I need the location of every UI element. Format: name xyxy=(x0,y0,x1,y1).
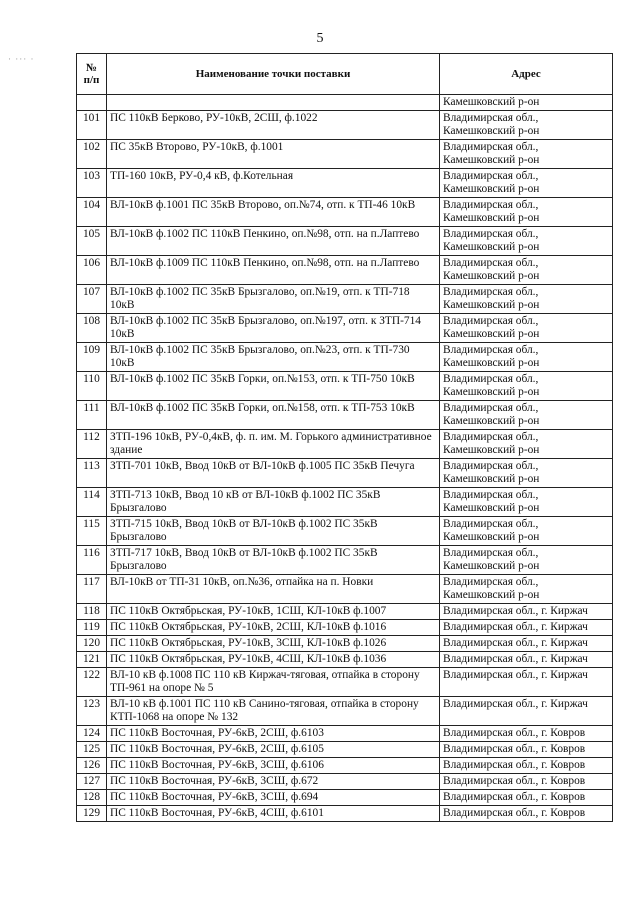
row-num: 122 xyxy=(77,668,107,697)
continuation-num xyxy=(77,95,107,111)
row-name: ЗТП-715 10кВ, Ввод 10кВ от ВЛ-10кВ ф.1002 ПС 35кВ Брызгалово xyxy=(107,517,440,546)
row-num: 125 xyxy=(77,742,107,758)
table-row xyxy=(77,517,613,546)
row-address: Владимирская обл., Камешковский р-он xyxy=(440,111,613,140)
table-row xyxy=(77,636,613,652)
table-row xyxy=(77,198,613,227)
row-name: ПС 110кВ Восточная, РУ-6кВ, 3СШ, ф.6106 xyxy=(107,758,440,774)
row-num: 127 xyxy=(77,774,107,790)
row-num: 108 xyxy=(77,314,107,343)
row-num: 112 xyxy=(77,430,107,459)
row-name: ВЛ-10кВ ф.1002 ПС 35кВ Горки, оп.№153, отп. к ТП-750 10кВ xyxy=(107,372,440,401)
row-num: 110 xyxy=(77,372,107,401)
table-row xyxy=(77,774,613,790)
row-address: Владимирская обл., Камешковский р-он xyxy=(440,430,613,459)
row-name: ВЛ-10кВ ф.1002 ПС 35кВ Брызгалово, оп.№197, отп. к ЗТП-714 10кВ xyxy=(107,314,440,343)
row-name: ВЛ-10кВ ф.1002 ПС 35кВ Брызгалово, оп.№19, отп. к ТП-718 10кВ xyxy=(107,285,440,314)
row-address: Владимирская обл., г. Ковров xyxy=(440,742,613,758)
table-row xyxy=(77,604,613,620)
row-name: ПС 110кВ Октябрьская, РУ-10кВ, 3СШ, КЛ-10кВ ф.1026 xyxy=(107,636,440,652)
header-address: Адрес xyxy=(440,54,613,95)
row-name: ВЛ-10кВ ф.1001 ПС 35кВ Второво, оп.№74, отп. к ТП-46 10кВ xyxy=(107,198,440,227)
table-row xyxy=(77,697,613,726)
table-row xyxy=(77,488,613,517)
row-name: ПС 110кВ Восточная, РУ-6кВ, 2СШ, ф.6103 xyxy=(107,726,440,742)
row-num: 115 xyxy=(77,517,107,546)
row-num: 107 xyxy=(77,285,107,314)
row-address: Владимирская обл., г. Ковров xyxy=(440,758,613,774)
row-address: Владимирская обл., Камешковский р-он xyxy=(440,140,613,169)
table-row xyxy=(77,111,613,140)
table-row xyxy=(77,668,613,697)
table-row xyxy=(77,742,613,758)
table-row xyxy=(77,430,613,459)
continuation-name xyxy=(107,95,440,111)
row-name: ВЛ-10кВ ф.1009 ПС 110кВ Пенкино, оп.№98, отп. на п.Лаптево xyxy=(107,256,440,285)
row-num: 114 xyxy=(77,488,107,517)
row-num: 117 xyxy=(77,575,107,604)
row-name: ВЛ-10кВ ф.1002 ПС 35кВ Брызгалово, оп.№23, отп. к ТП-730 10кВ xyxy=(107,343,440,372)
row-name: ПС 110кВ Октябрьская, РУ-10кВ, 2СШ, КЛ-10кВ ф.1016 xyxy=(107,620,440,636)
row-address: Владимирская обл., г. Киржач xyxy=(440,636,613,652)
row-name: ПС 110кВ Восточная, РУ-6кВ, 3СШ, ф.694 xyxy=(107,790,440,806)
row-name: ПС 110кВ Октябрьская, РУ-10кВ, 1СШ, КЛ-10кВ ф.1007 xyxy=(107,604,440,620)
row-address: Владимирская обл., г. Ковров xyxy=(440,806,613,822)
row-address: Владимирская обл., Камешковский р-он xyxy=(440,459,613,488)
row-num: 111 xyxy=(77,401,107,430)
table-body xyxy=(77,95,613,822)
row-address: Владимирская обл., г. Ковров xyxy=(440,774,613,790)
row-address: Владимирская обл., г. Ковров xyxy=(440,726,613,742)
row-address: Владимирская обл., Камешковский р-он xyxy=(440,227,613,256)
row-name: ВЛ-10кВ от ТП-31 10кВ, оп.№36, отпайка на п. Новки xyxy=(107,575,440,604)
table-row xyxy=(77,459,613,488)
header-num: № п/п xyxy=(77,54,107,95)
row-num: 116 xyxy=(77,546,107,575)
table-row xyxy=(77,169,613,198)
row-address: Владимирская обл., Камешковский р-он xyxy=(440,517,613,546)
row-address: Владимирская обл., г. Киржач xyxy=(440,668,613,697)
row-num: 129 xyxy=(77,806,107,822)
row-name: ЗТП-196 10кВ, РУ-0,4кВ, ф. п. им. М. Горького административное здание xyxy=(107,430,440,459)
row-num: 106 xyxy=(77,256,107,285)
table-row xyxy=(77,620,613,636)
row-num: 123 xyxy=(77,697,107,726)
row-address: Владимирская обл., Камешковский р-он xyxy=(440,401,613,430)
row-name: ПС 110кВ Восточная, РУ-6кВ, 4СШ, ф.6101 xyxy=(107,806,440,822)
table-row xyxy=(77,372,613,401)
row-address: Владимирская обл., Камешковский р-он xyxy=(440,256,613,285)
row-address: Владимирская обл., г. Киржач xyxy=(440,620,613,636)
row-name: ПС 110кВ Восточная, РУ-6кВ, 3СШ, ф.672 xyxy=(107,774,440,790)
row-num: 119 xyxy=(77,620,107,636)
row-num: 105 xyxy=(77,227,107,256)
row-address: Владимирская обл., г. Ковров xyxy=(440,790,613,806)
row-num: 103 xyxy=(77,169,107,198)
row-num: 128 xyxy=(77,790,107,806)
table-row xyxy=(77,726,613,742)
row-num: 126 xyxy=(77,758,107,774)
row-num: 102 xyxy=(77,140,107,169)
table-row xyxy=(77,758,613,774)
row-name: ВЛ-10 кВ ф.1001 ПС 110 кВ Санино-тяговая, отпайка в сторону КТП-1068 на опоре № 132 xyxy=(107,697,440,726)
row-address: Владимирская обл., Камешковский р-он xyxy=(440,372,613,401)
row-address: Владимирская обл., г. Киржач xyxy=(440,697,613,726)
continuation-row xyxy=(77,95,613,111)
row-num: 118 xyxy=(77,604,107,620)
row-address: Владимирская обл., Камешковский р-он xyxy=(440,575,613,604)
table-row xyxy=(77,285,613,314)
row-name: ВЛ-10кВ ф.1002 ПС 35кВ Горки, оп.№158, отп. к ТП-753 10кВ xyxy=(107,401,440,430)
row-num: 120 xyxy=(77,636,107,652)
row-name: ВЛ-10кВ ф.1002 ПС 110кВ Пенкино, оп.№98, отп. на п.Лаптево xyxy=(107,227,440,256)
header-name: Наименование точки поставки xyxy=(107,54,440,95)
row-address: Владимирская обл., г. Киржач xyxy=(440,652,613,668)
row-address: Владимирская обл., г. Киржач xyxy=(440,604,613,620)
row-name: ЗТП-717 10кВ, Ввод 10кВ от ВЛ-10кВ ф.1002 ПС 35кВ Брызгалово xyxy=(107,546,440,575)
page-number: 5 xyxy=(316,31,324,46)
continuation-address: Камешковский р-он xyxy=(440,95,613,111)
row-address: Владимирская обл., Камешковский р-он xyxy=(440,198,613,227)
row-address: Владимирская обл., Камешковский р-он xyxy=(440,285,613,314)
row-address: Владимирская обл., Камешковский р-он xyxy=(440,314,613,343)
table-row xyxy=(77,256,613,285)
row-name: ПС 110кВ Восточная, РУ-6кВ, 2СШ, ф.6105 xyxy=(107,742,440,758)
row-address: Владимирская обл., Камешковский р-он xyxy=(440,488,613,517)
row-name: ЗТП-701 10кВ, Ввод 10кВ от ВЛ-10кВ ф.1005 ПС 35кВ Печуга xyxy=(107,459,440,488)
row-name: ВЛ-10 кВ ф.1008 ПС 110 кВ Киржач-тяговая, отпайка в сторону ТП-961 на опоре № 5 xyxy=(107,668,440,697)
row-address: Владимирская обл., Камешковский р-он xyxy=(440,169,613,198)
row-num: 124 xyxy=(77,726,107,742)
row-name: ТП-160 10кВ, РУ-0,4 кВ, ф.Котельная xyxy=(107,169,440,198)
row-num: 101 xyxy=(77,111,107,140)
table-row xyxy=(77,806,613,822)
table-header-row xyxy=(77,54,613,95)
row-num: 121 xyxy=(77,652,107,668)
table-row xyxy=(77,790,613,806)
row-num: 109 xyxy=(77,343,107,372)
table-row xyxy=(77,401,613,430)
delivery-points-table xyxy=(76,53,613,822)
table-row xyxy=(77,652,613,668)
row-name: ПС 110кВ Берково, РУ-10кВ, 2СШ, ф.1022 xyxy=(107,111,440,140)
table-row xyxy=(77,314,613,343)
row-num: 113 xyxy=(77,459,107,488)
margin-mark: · ··· · xyxy=(8,54,35,64)
row-name: ПС 35кВ Второво, РУ-10кВ, ф.1001 xyxy=(107,140,440,169)
table-row xyxy=(77,227,613,256)
row-address: Владимирская обл., Камешковский р-он xyxy=(440,546,613,575)
table-row xyxy=(77,575,613,604)
table-row xyxy=(77,140,613,169)
table-row xyxy=(77,546,613,575)
row-num: 104 xyxy=(77,198,107,227)
table-row xyxy=(77,343,613,372)
row-name: ПС 110кВ Октябрьская, РУ-10кВ, 4СШ, КЛ-10кВ ф.1036 xyxy=(107,652,440,668)
row-name: ЗТП-713 10кВ, Ввод 10 кВ от ВЛ-10кВ ф.1002 ПС 35кВ Брызгалово xyxy=(107,488,440,517)
row-address: Владимирская обл., Камешковский р-он xyxy=(440,343,613,372)
